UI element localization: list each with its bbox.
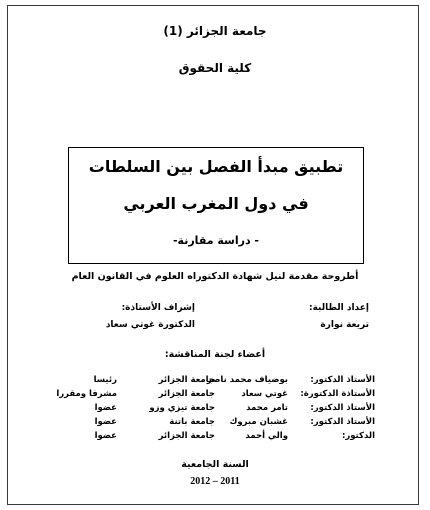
student-name: تريعة نوارة bbox=[320, 320, 369, 330]
title-box bbox=[68, 147, 364, 264]
prepared-by-label: إعداد الطالبة: bbox=[309, 303, 369, 313]
committee-row bbox=[0, 375, 430, 387]
member-rank: الدكتور: bbox=[341, 431, 375, 441]
member-institution: جامعة تيزي وزو bbox=[149, 403, 215, 413]
member-role: عضوا bbox=[94, 417, 117, 427]
member-name: والي أحمد bbox=[245, 431, 288, 441]
university-name: جامعة الجزائر (1) bbox=[163, 24, 267, 38]
supervisor-name: الدكتورة غوتي سعاد bbox=[105, 320, 195, 330]
committee-row bbox=[0, 389, 430, 401]
member-role: مشرفا ومقررا bbox=[56, 389, 117, 399]
member-rank: الأستاذة الدكتورة: bbox=[300, 389, 375, 399]
member-institution: جامعة باتنة bbox=[169, 417, 215, 427]
title-line-1: تطبيق مبدأ الفصل بين السلطات bbox=[88, 157, 344, 176]
committee-title: أعضاء لجنة المناقشة: bbox=[164, 349, 266, 360]
member-name: بوضياف محمد ناصر bbox=[206, 375, 288, 385]
committee-row bbox=[0, 417, 430, 429]
member-role: رئيسا bbox=[93, 375, 117, 385]
title-subtitle: - دراسة مقارنة- bbox=[172, 234, 260, 247]
thesis-statement: أطروحة مقدمة لنيل شهادة الدكتوراه العلوم في القانون العام bbox=[71, 271, 359, 282]
member-institution: جامعة الجزائر bbox=[158, 389, 215, 399]
member-role: عضوا bbox=[94, 403, 117, 413]
member-name: غوتي سعاد bbox=[241, 389, 288, 399]
academic-year: 2012 – 2011 bbox=[190, 476, 240, 487]
member-rank: الأستاذ الدكتور: bbox=[310, 417, 375, 427]
faculty-name: كلية الحقوق bbox=[178, 61, 252, 75]
member-institution: جامعة الجزائر bbox=[158, 431, 215, 441]
member-institution: جامعة الجزائر bbox=[158, 375, 215, 385]
academic-year-label: السنة الجامعية bbox=[181, 459, 249, 470]
member-name: تامر محمد bbox=[246, 403, 288, 413]
supervision-label: إشراف الأستاذة: bbox=[121, 303, 195, 313]
member-rank: الأستاذ الدكتور: bbox=[310, 375, 375, 385]
member-role: عضوا bbox=[94, 431, 117, 441]
member-rank: الأستاذ الدكتور: bbox=[310, 403, 375, 413]
member-name: غشبان مبروك bbox=[229, 417, 288, 427]
committee-row bbox=[0, 431, 430, 443]
title-line-2: في دول المغرب العربي bbox=[123, 194, 309, 213]
committee-row bbox=[0, 403, 430, 415]
